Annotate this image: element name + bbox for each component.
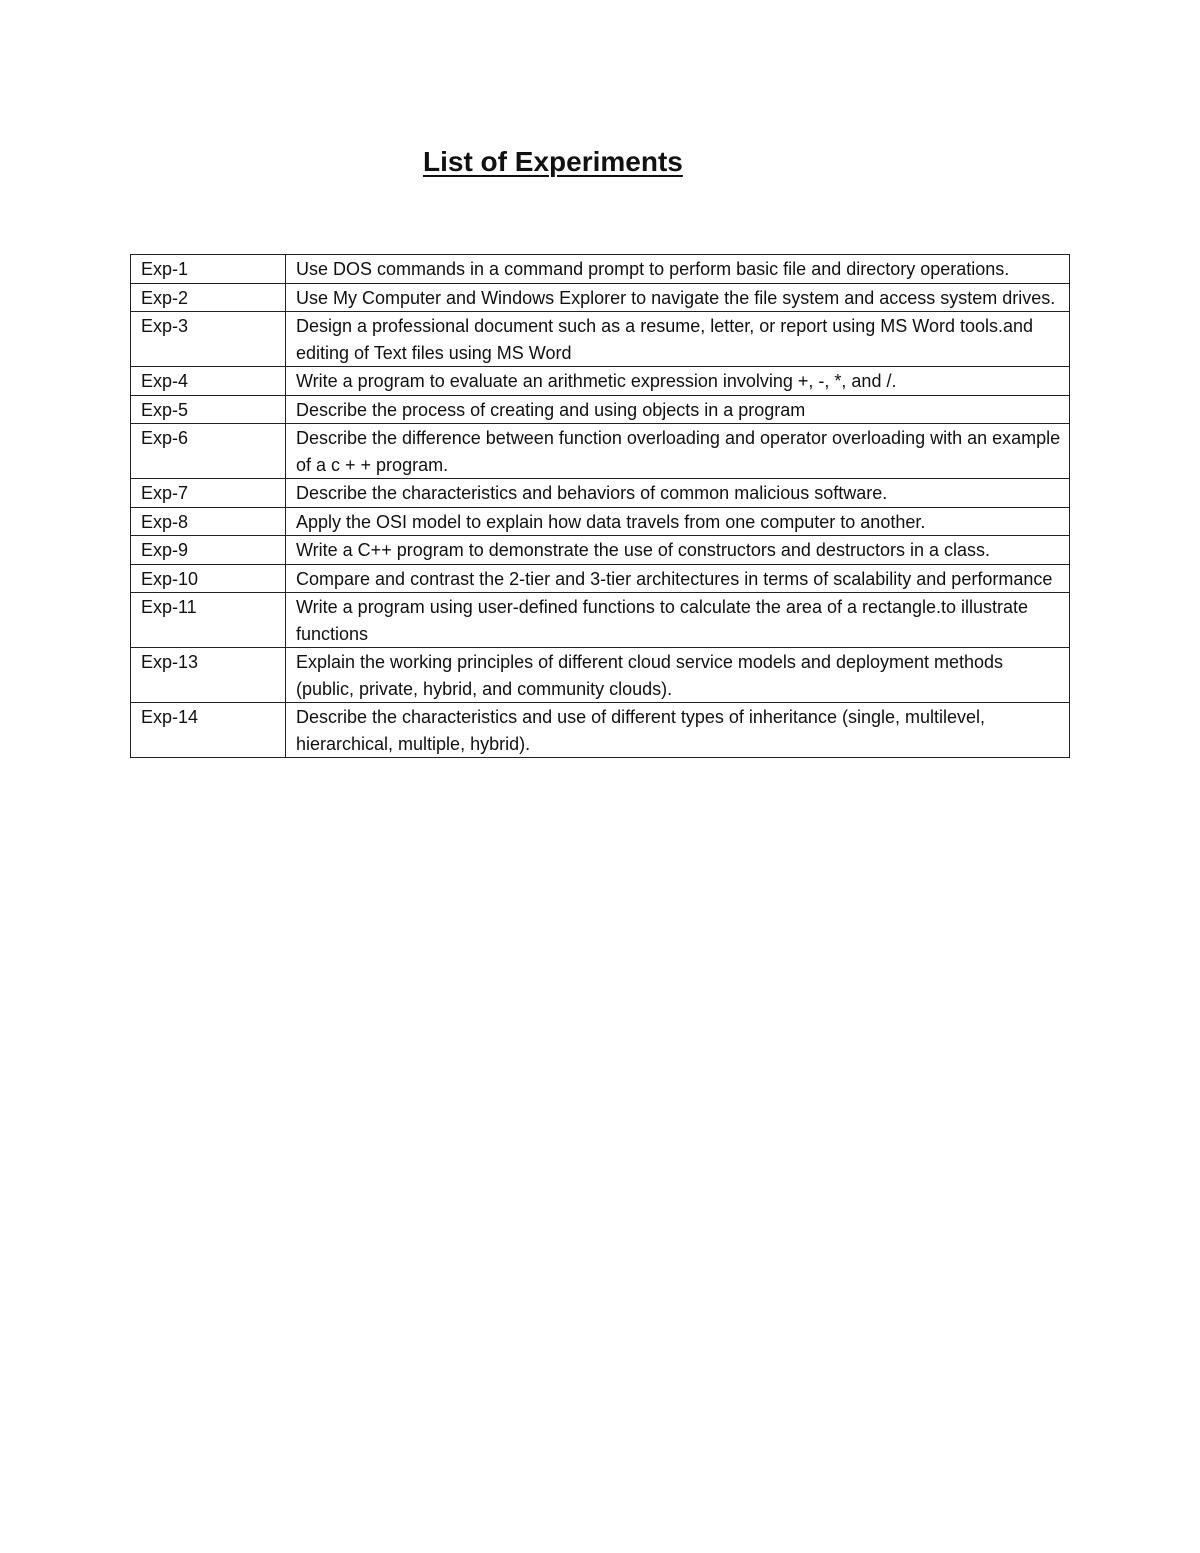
experiment-id: Exp-5: [131, 395, 286, 424]
experiment-id: Exp-9: [131, 536, 286, 565]
table-row: [131, 367, 1070, 396]
experiment-description: Write a C++ program to demonstrate the use of constructors and destructors in a class.: [286, 536, 1070, 565]
experiment-id: Exp-8: [131, 507, 286, 536]
experiment-id: Exp-3: [131, 312, 286, 367]
experiments-table: [130, 254, 1070, 758]
table-row: [131, 536, 1070, 565]
table-row: [131, 648, 1070, 703]
table-row: [131, 312, 1070, 367]
experiment-id: Exp-4: [131, 367, 286, 396]
experiment-id: Exp-7: [131, 479, 286, 508]
table-row: [131, 564, 1070, 593]
experiments-table-body: [131, 255, 1070, 758]
experiment-description: Apply the OSI model to explain how data travels from one computer to another.: [286, 507, 1070, 536]
table-row: [131, 703, 1070, 758]
experiment-description: Explain the working principles of different cloud service models and deployment methods (public, private, hybrid, and community clouds).: [286, 648, 1070, 703]
experiment-id: Exp-2: [131, 283, 286, 312]
experiment-id: Exp-10: [131, 564, 286, 593]
experiment-description: Use DOS commands in a command prompt to perform basic file and directory operations.: [286, 255, 1070, 284]
experiment-id: Exp-13: [131, 648, 286, 703]
experiment-description: Use My Computer and Windows Explorer to navigate the file system and access system drives.: [286, 283, 1070, 312]
table-row: [131, 283, 1070, 312]
experiment-description: Compare and contrast the 2-tier and 3-tier architectures in terms of scalability and performance: [286, 564, 1070, 593]
table-row: [131, 255, 1070, 284]
experiment-id: Exp-14: [131, 703, 286, 758]
experiment-description: Design a professional document such as a resume, letter, or report using MS Word tools.and editing of Text files using MS Word: [286, 312, 1070, 367]
experiment-id: Exp-1: [131, 255, 286, 284]
table-row: [131, 424, 1070, 479]
experiment-description: Describe the characteristics and use of different types of inheritance (single, multilevel, hierarchical, multiple, hybrid).: [286, 703, 1070, 758]
experiment-id: Exp-11: [131, 593, 286, 648]
experiment-description: Describe the characteristics and behaviors of common malicious software.: [286, 479, 1070, 508]
experiment-description: Describe the process of creating and using objects in a program: [286, 395, 1070, 424]
table-row: [131, 395, 1070, 424]
experiment-description: Write a program to evaluate an arithmetic expression involving +, -, *, and /.: [286, 367, 1070, 396]
experiment-description: Write a program using user-defined functions to calculate the area of a rectangle.to illustrate functions: [286, 593, 1070, 648]
experiment-id: Exp-6: [131, 424, 286, 479]
page-title: List of Experiments: [423, 146, 683, 177]
table-row: [131, 479, 1070, 508]
table-row: [131, 593, 1070, 648]
table-row: [131, 507, 1070, 536]
experiment-description: Describe the difference between function overloading and operator overloading with an example of a c + + program.: [286, 424, 1070, 479]
